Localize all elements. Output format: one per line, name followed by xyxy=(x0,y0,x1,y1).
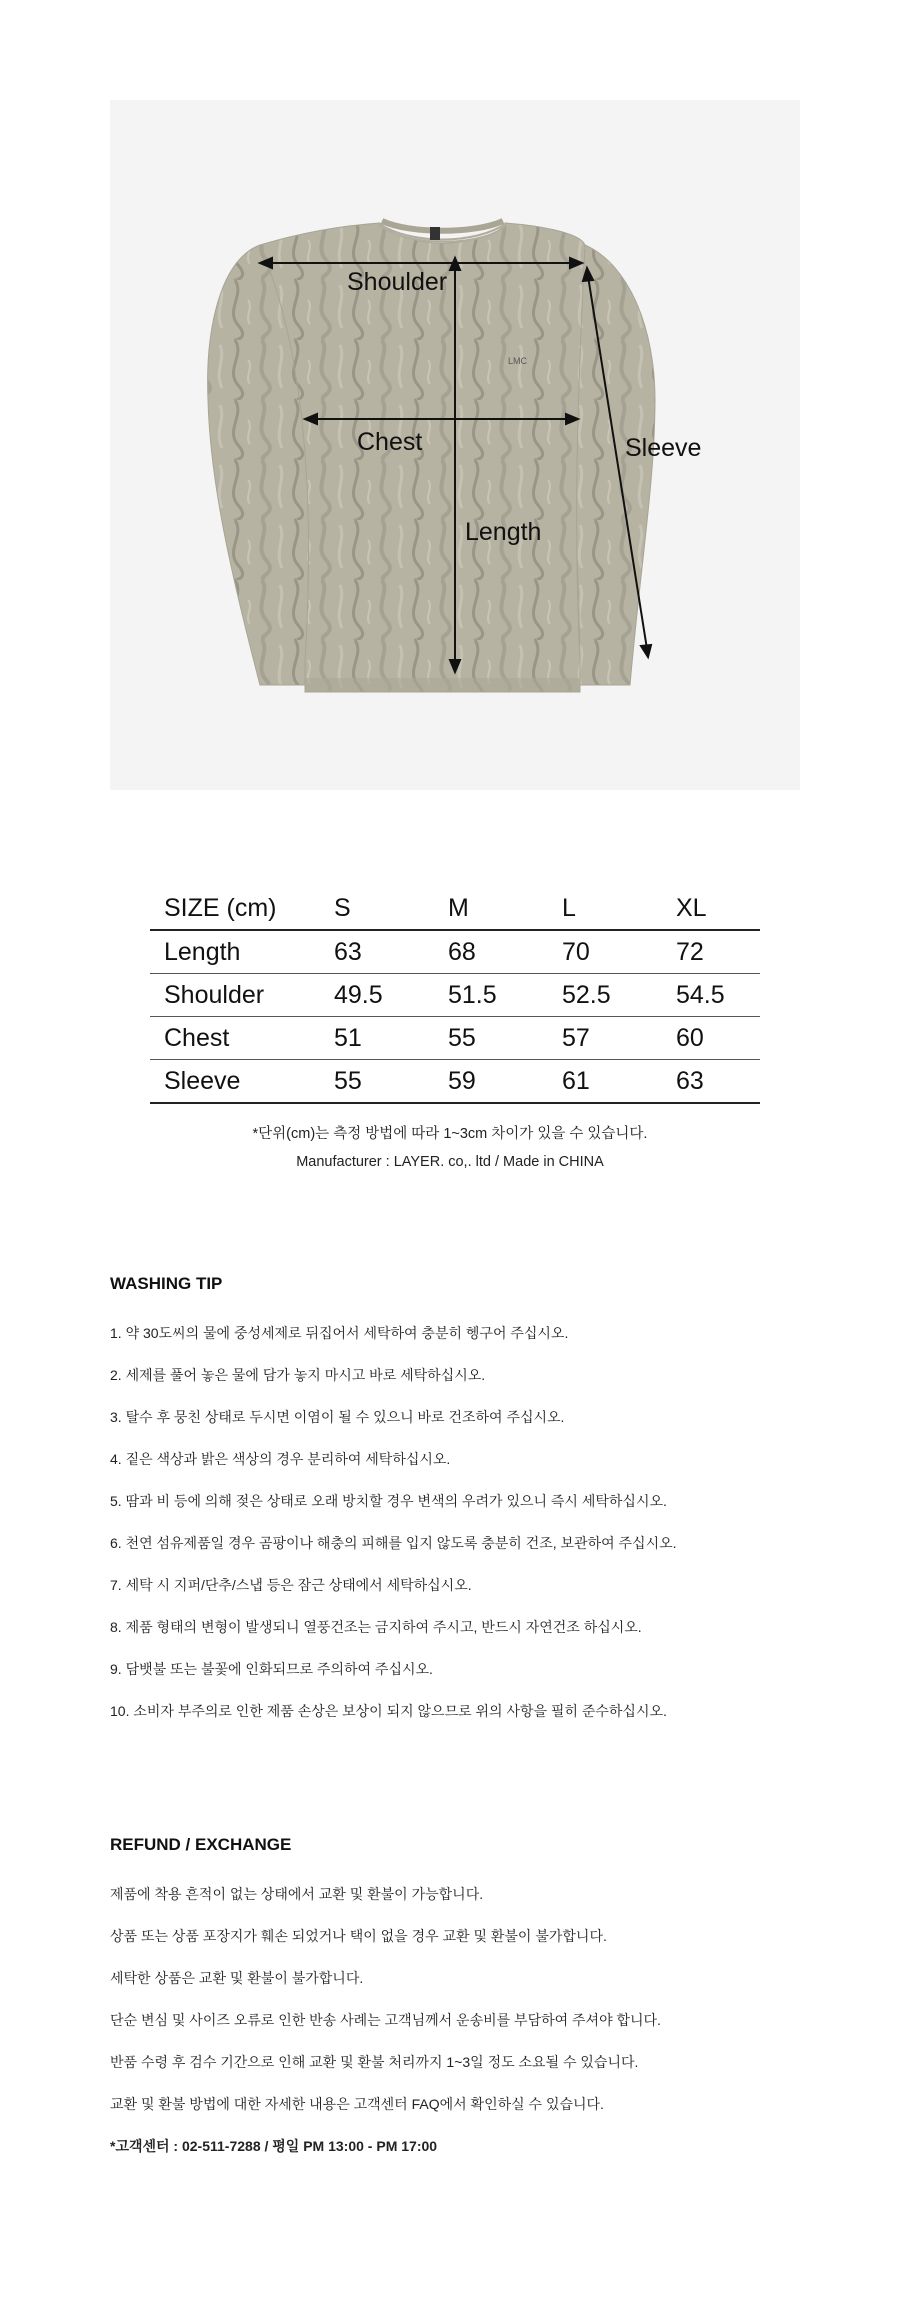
table-row xyxy=(150,974,760,1017)
washing-tip-item: 3. 탈수 후 뭉친 상태로 두시면 이염이 될 수 있으니 바로 건조하여 주십시오. xyxy=(110,1409,565,1425)
washing-tip-title: WASHING TIP xyxy=(110,1274,223,1293)
table-cell: 55 xyxy=(434,1017,548,1060)
table-cell: 52.5 xyxy=(548,974,662,1017)
sleeve-label: Sleeve xyxy=(625,434,702,462)
washing-tip-item: 5. 땀과 비 등에 의해 젖은 상태로 오래 방치할 경우 변색의 우려가 있으니 즉시 세탁하십시오. xyxy=(110,1493,667,1509)
unit-note: *단위(cm)는 측정 방법에 따라 1~3cm 차이가 있을 수 있습니다. xyxy=(252,1126,648,1142)
refund-item: 교환 및 환불 방법에 대한 자세한 내용은 고객센터 FAQ에서 확인하실 수 있습니다. xyxy=(110,2096,604,2112)
table-header-cell: L xyxy=(548,887,662,930)
table-header-row xyxy=(150,887,760,930)
table-cell: 51.5 xyxy=(434,974,548,1017)
customer-center-contact: *고객센터 : 02-511-7288 / 평일 PM 13:00 - PM 17:00 xyxy=(110,2138,438,2154)
table-cell: 49.5 xyxy=(320,974,434,1017)
table-cell: 72 xyxy=(662,930,760,974)
washing-tip-item: 2. 세제를 풀어 놓은 물에 담가 놓지 마시고 바로 세탁하십시오. xyxy=(110,1367,486,1383)
refund-item: 세탁한 상품은 교환 및 환불이 불가합니다. xyxy=(110,1970,364,1986)
washing-tip-item: 8. 제품 형태의 변형이 발생되니 열풍건조는 금지하여 주시고, 반드시 자연건조 하십시오. xyxy=(110,1619,642,1635)
table-header-cell: S xyxy=(320,887,434,930)
shoulder-label: Shoulder xyxy=(347,268,448,296)
table-cell: 51 xyxy=(320,1017,434,1060)
manufacturer-note: Manufacturer : LAYER. co,. ltd / Made in CHINA xyxy=(296,1154,604,1170)
washing-tip-item: 10. 소비자 부주의로 인한 제품 손상은 보상이 되지 않으므로 위의 사항을 필히 준수하십시오. xyxy=(110,1703,667,1719)
table-cell: 54.5 xyxy=(662,974,760,1017)
table-row xyxy=(150,1017,760,1060)
table-cell: 60 xyxy=(662,1017,760,1060)
table-cell: Length xyxy=(150,930,320,974)
table-cell: Chest xyxy=(150,1017,320,1060)
washing-tip-item: 1. 약 30도씨의 물에 중성세제로 뒤집어서 세탁하여 충분히 헹구어 주십시오. xyxy=(110,1325,569,1341)
table-cell: 68 xyxy=(434,930,548,974)
table-row xyxy=(150,930,760,974)
table-row xyxy=(150,1060,760,1104)
table-header-cell: XL xyxy=(662,887,760,930)
table-cell: Sleeve xyxy=(150,1060,320,1104)
table-cell: 61 xyxy=(548,1060,662,1104)
table-cell: 59 xyxy=(434,1060,548,1104)
refund-item: 단순 변심 및 사이즈 오류로 인한 반송 사례는 고객님께서 운송비를 부담하여 주셔야 합니다. xyxy=(110,2012,661,2028)
chest-label: Chest xyxy=(357,428,423,456)
table-cell: 55 xyxy=(320,1060,434,1104)
table-cell: 57 xyxy=(548,1017,662,1060)
table-header-cell: SIZE (cm) xyxy=(150,887,320,930)
refund-item: 반품 수령 후 검수 기간으로 인해 교환 및 환불 처리까지 1~3일 정도 소요될 수 있습니다. xyxy=(110,2054,639,2070)
washing-tip-item: 6. 천연 섬유제품일 경우 곰팡이나 해충의 피해를 입지 않도록 충분히 건조, 보관하여 주십시오. xyxy=(110,1535,677,1551)
refund-exchange-title: REFUND / EXCHANGE xyxy=(110,1835,292,1854)
washing-tip-item: 9. 담뱃불 또는 불꽃에 인화되므로 주의하여 주십시오. xyxy=(110,1661,433,1677)
length-label: Length xyxy=(465,518,542,546)
size-diagram xyxy=(110,100,800,790)
table-cell: Shoulder xyxy=(150,974,320,1017)
size-table xyxy=(150,887,760,1104)
washing-tip-item: 4. 짙은 색상과 밝은 색상의 경우 분리하여 세탁하십시오. xyxy=(110,1451,451,1467)
refund-item: 제품에 착용 흔적이 없는 상태에서 교환 및 환불이 가능합니다. xyxy=(110,1886,484,1902)
table-cell: 70 xyxy=(548,930,662,974)
table-cell: 63 xyxy=(662,1060,760,1104)
table-cell: 63 xyxy=(320,930,434,974)
refund-item: 상품 또는 상품 포장지가 훼손 되었거나 택이 없을 경우 교환 및 환불이 불가합니다. xyxy=(110,1928,607,1944)
chest-logo: LMC xyxy=(508,356,528,366)
washing-tip-item: 7. 세탁 시 지퍼/단추/스냅 등은 잠근 상태에서 세탁하십시오. xyxy=(110,1577,472,1593)
table-header-cell: M xyxy=(434,887,548,930)
